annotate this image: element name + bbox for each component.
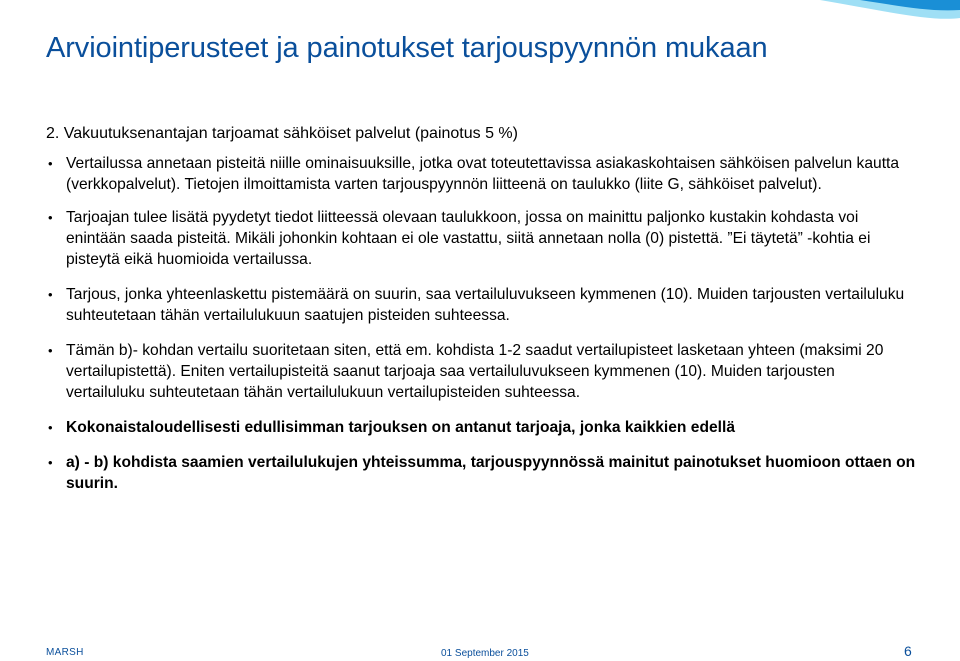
- footer-brand-logo: MARSH: [46, 647, 84, 658]
- bullet-dot-icon: •: [48, 156, 53, 171]
- footer-date: 01 September 2015: [441, 648, 529, 659]
- bullet-dot-icon: •: [48, 287, 53, 302]
- bullet-item: [46, 207, 916, 270]
- bullet-dot-icon: •: [48, 420, 53, 435]
- bullet-list: [46, 153, 916, 494]
- bullet-dot-icon: •: [48, 455, 53, 470]
- bullet-text: Tarjous, jonka yhteenlaskettu pistemäärä on suurin, saa vertailuluvukseen kymmenen (10). Muiden tarjousten vertailuluku suhteutetaan tähän vertailulukuun saatujen pisteiden suhteessa.: [66, 286, 905, 324]
- corner-decoration: [820, 0, 960, 30]
- bullet-item: [46, 417, 916, 438]
- bullet-text: a) - b) kohdista saamien vertailulukujen yhteissumma, tarjouspyynnössä mainitut painotukset huomioon ottaen on suurin.: [66, 454, 916, 492]
- bullet-text: Vertailussa annetaan pisteitä niille ominaisuuksille, jotka ovat toteutettavissa asiakaskohtaisen sähköisen palvelun kautta (verkkopalvelut). Tietojen ilmoittamista varten tarjouspyynnön liitteenä on taulukko (liite G, sähköiset palvelut).: [66, 155, 900, 193]
- bullet-text: Tämän b)- kohdan vertailu suoritetaan siten, että em. kohdista 1-2 saadut vertailupisteet lasketaan yhteen (maksimi 20 vertailupistettä). Eniten vertailupisteitä saanut tarjoaja saa vertailuluvukseen kymmenen (10). Muiden tarjousten vertailuluku suhteutetaan tähän vertailulukuun vertailupisteiden suhteessa.: [66, 342, 884, 401]
- page-number: 6: [904, 643, 912, 659]
- section-heading: 2. Vakuutuksenantajan tarjoamat sähköiset palvelut (painotus 5 %): [46, 125, 518, 142]
- bullet-item: [46, 340, 916, 403]
- bullet-item: [46, 452, 916, 494]
- bullet-text: Kokonaistaloudellisesti edullisimman tarjouksen on antanut tarjoaja, jonka kaikkien edellä: [66, 419, 735, 436]
- bullet-item: [46, 284, 916, 326]
- slide-title: Arviointiperusteet ja painotukset tarjouspyynnön mukaan: [46, 32, 768, 64]
- bullet-item: [46, 153, 916, 195]
- bullet-dot-icon: •: [48, 210, 53, 225]
- bullet-dot-icon: •: [48, 343, 53, 358]
- bullet-text: Tarjoajan tulee lisätä pyydetyt tiedot liitteessä olevaan taulukkoon, jossa on mainittu paljonko kustakin kohdasta voi enintään saada pisteitä. Mikäli johonkin kohtaan ei ole vastattu, siitä annetaan nolla (0) pistettä. ”Ei täytetä” -kohtia ei pisteytä eikä huomioida vertailussa.: [66, 209, 871, 268]
